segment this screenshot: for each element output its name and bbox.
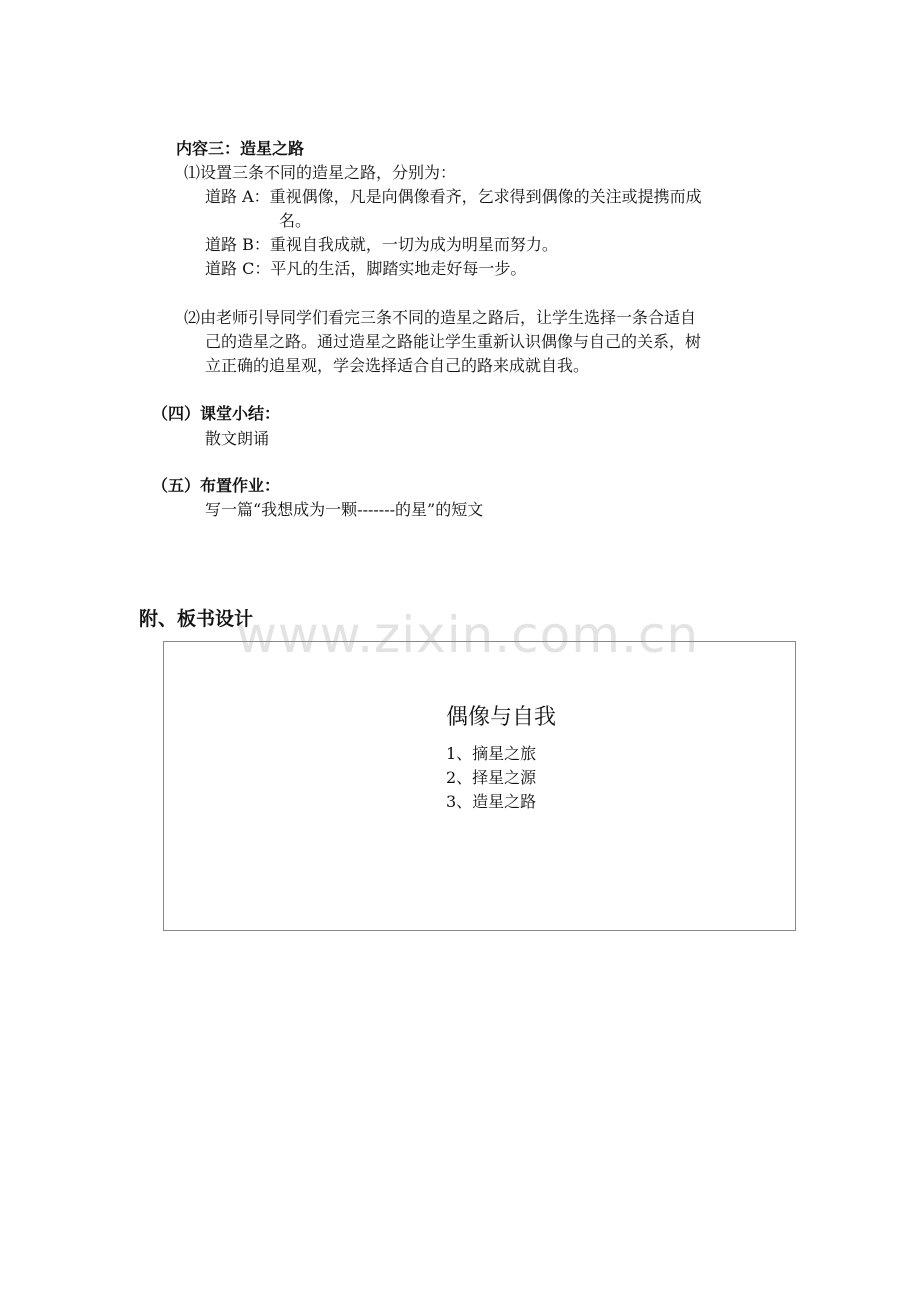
board-item: 3、造星之路 — [446, 792, 537, 811]
board-item: 2、择星之源 — [446, 768, 537, 787]
board-item: 1、摘星之旅 — [446, 744, 537, 763]
road-c: 道路 C：平凡的生活，脚踏实地走好每一步。 — [205, 259, 527, 278]
item2-line3: 立正确的追星观，学会选择适合自己的路来成就自我。 — [205, 356, 590, 375]
watermark: www.zixin.com.cn — [236, 606, 700, 664]
road-b: 道路 B：重视自我成就，一切为成为明星而努力。 — [205, 235, 558, 254]
homework-heading: （五）布置作业： — [152, 476, 281, 495]
summary-content: 散文朗诵 — [205, 429, 270, 448]
summary-heading: （四）课堂小结： — [152, 404, 281, 423]
section3-heading: 内容三：造星之路 — [176, 139, 305, 158]
item2-line1: ⑵由老师引导同学们看完三条不同的造星之路后，让学生选择一条合适自 — [184, 308, 697, 327]
appendix-heading: 附、板书设计 — [139, 608, 254, 630]
board-title: 偶像与自我 — [446, 705, 557, 730]
road-a-line2: 名。 — [279, 211, 312, 230]
item1-intro: ⑴设置三条不同的造星之路，分别为： — [184, 163, 457, 182]
road-a-line1: 道路 A：重视偶像，凡是向偶像看齐，乞求得到偶像的关注或提携而成 — [205, 187, 702, 206]
blackboard-design-box — [163, 641, 796, 931]
homework-content: 写一篇“我想成为一颗-------的星”的短文 — [205, 500, 484, 519]
item2-line2: 己的造星之路。通过造星之路能让学生重新认识偶像与自己的关系，树 — [205, 332, 702, 351]
